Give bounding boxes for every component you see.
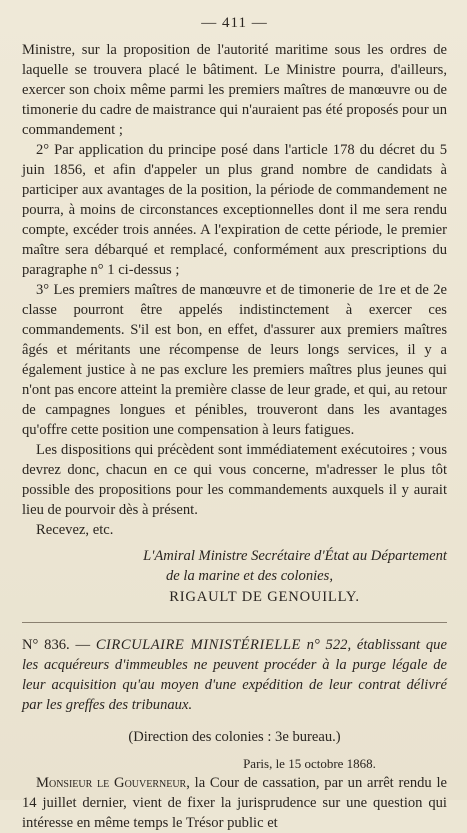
circular-heading <box>22 635 447 715</box>
paragraph-3: 3° Les premiers maîtres de manœuvre et de timonerie de 1re et de 2e classe pourront être appelés indistinctement à exercer ces commandements. S'il est bon, en effet, d'assurer aux premiers maîtres âgés et méritants une récompense de leurs longs services, il y a également justice à ne pas exclure les premiers maîtres plus jeunes qui n'ont pas encore atteint la première classe de leur grade, et qui, au retour de campagnes longues et pénibles, trouveront dans les avantages qu'offre cette position une compensation à leurs fatigues. <box>22 282 447 438</box>
circular-summary: établissant que les acquéreurs d'immeubles ne peuvent procéder à la purge légale de leur acquisition qu'au moyen d'une expédition de leur contrat délivré par les greffes des tribunaux. <box>22 637 447 713</box>
circular-title-number: n° 522, <box>300 637 352 653</box>
circular-dash: — <box>69 637 96 653</box>
paragraph-2: 2° Par application du principe posé dans l'article 178 du décret du 5 juin 1856, et afin d'appeler un plus grand nombre de candidats à participer aux avantages de la position, la période de commandement ne pourra, à moins de circonstances exceptionnelles dont il me sera rendu compte, excéder trois années. A l'expiration de cette période, le premier maître sera débarqué et remplacé, conformément aux prescriptions du paragraphe n° 1 ci-dessus ; <box>22 142 447 278</box>
paragraph-1: Ministre, sur la proposition de l'autorité maritime sous les ordres de laquelle se trouvera placé le bâtiment. Le Ministre pourra, d'ailleurs, exercer son choix même parmi les premiers maîtres de manœuvre ou de timonerie du cadre de maistrance qui n'auraient pas été proposés pour un commandement ; <box>22 42 447 138</box>
signature-name: RIGAULT DE GENOUILLY. <box>169 589 360 605</box>
circular-number: N° 836. <box>22 637 70 653</box>
page-number: — 411 — <box>201 15 268 31</box>
circular-body <box>22 773 447 833</box>
signature-title: L'Amiral Ministre Secrétaire d'État au Département <box>143 548 447 564</box>
signature-department: de la marine et des colonies, <box>166 568 333 584</box>
salutation: Monsieur le Gouverneur, <box>36 775 190 791</box>
date-line: Paris, le 15 octobre 1868. <box>243 756 376 771</box>
circular-title: CIRCULAIRE MINISTÉRIELLE <box>95 637 301 653</box>
section-divider <box>22 622 447 623</box>
paragraph-5: Recevez, etc. <box>36 522 114 538</box>
paragraph-4: Les dispositions qui précèdent sont immédiatement exécutoires ; vous devrez donc, chacun en ce qui vous concerne, m'adresser le plus tôt possible des propositions pour les commandements auxquels il y aurait lieu de pourvoir dès à présent. <box>22 442 447 518</box>
circular-body-text: la Cour de cassation, par un arrêt rendu le 14 juillet dernier, vient de fixer la jurisprudence sur une question qui intéresse en même temps le Trésor public et <box>22 775 447 831</box>
direction-line: (Direction des colonies : 3e bureau.) <box>128 729 341 745</box>
